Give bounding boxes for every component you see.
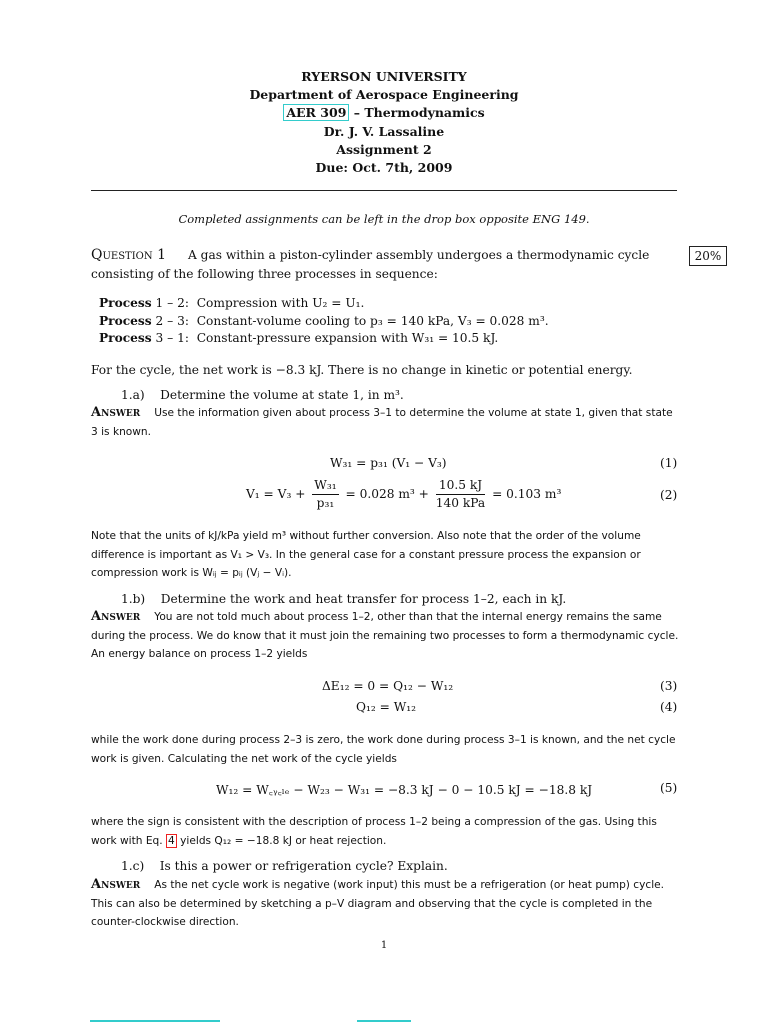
assignment-title: Assignment 2 — [336, 141, 432, 157]
cycle-statement: For the cycle, the net work is −8.3 kJ. There is no change in kinetic or potential energy. — [91, 363, 633, 377]
eq2-rhs: = 0.103 m³ — [492, 487, 562, 501]
part-text: Determine the volume at state 1, in m³. — [160, 388, 404, 402]
part-c-prompt — [121, 859, 448, 873]
part-a-prompt — [121, 388, 404, 402]
process-range: 3 – 1: — [151, 331, 189, 345]
question-weight-box: 20% — [689, 246, 727, 266]
equation-4-number: (4) — [660, 700, 678, 714]
instructor-name: Dr. J. V. Lassaline — [323, 123, 445, 139]
answer-a-note: Note that the units of kJ/kPa yield m³ without further conversion. Also note that the order of the volume difference is important as V₁ > V₃. In the general case for a constant pressure process the expansion or compression work is Wᵢⱼ = pᵢⱼ (Vⱼ − Vᵢ). — [91, 530, 641, 580]
equation-3: ΔE₁₂ = 0 = Q₁₂ − W₁₂ — [322, 679, 454, 693]
part-id: 1.b) — [121, 592, 146, 606]
answer-label: Answer — [91, 609, 141, 624]
answer-text: You are not told much about process 1–2, other than that the internal energy remains the same during the process. We do know that it must join the remaining two processes to form a thermodynamic cycle. An energy balance on process 1–2 yields — [91, 611, 679, 661]
process-label: Process — [99, 296, 152, 310]
eq2-frac2-num: 10.5 kJ — [436, 477, 485, 495]
process-1-2 — [99, 296, 364, 310]
course-code-link[interactable]: AER 309 — [283, 104, 349, 121]
part-text: Determine the work and heat transfer for process 1–2, each in kJ. — [160, 592, 567, 606]
process-desc: Constant-volume cooling to p₃ = 140 kPa, V₃ = 0.028 m³. — [196, 314, 549, 328]
answer-text: where the sign is consistent with the description of process 1–2 being a compression of the gas. Using this work with Eq. — [91, 816, 657, 847]
document-header — [0, 68, 768, 177]
due-date: Due: Oct. 7th, 2009 — [315, 160, 453, 176]
equation-3-number: (3) — [660, 679, 678, 693]
eq2-mid: = 0.028 m³ + — [345, 487, 429, 501]
answer-text-2: yields Q₁₂ = −18.8 kJ or heat rejection. — [180, 834, 387, 847]
equation-2-number: (2) — [660, 488, 678, 502]
equation-4: Q₁₂ = W₁₂ — [356, 700, 417, 714]
submission-note: Completed assignments can be left in the drop box opposite ENG 149. — [178, 212, 590, 226]
part-text: Is this a power or refrigeration cycle? Explain. — [159, 859, 448, 873]
answer-label: Answer — [91, 405, 141, 420]
equation-5-number: (5) — [660, 781, 678, 795]
equation-5: W₁₂ = W꜀ᵧ꜀ₗₑ − W₂₃ − W₃₁ = −8.3 kJ − 0 − 10.5 kJ = −18.8 kJ — [216, 783, 593, 797]
answer-text: As the net cycle work is negative (work input) this must be a refrigeration (or heat pump) cycle. This can also be determined by sketching a p–V diagram and observing that the cycle is completed in the counter-clockwise direction. — [91, 879, 665, 929]
answer-a-intro — [91, 404, 679, 441]
process-label: Process — [99, 314, 152, 328]
process-label: Process — [99, 331, 152, 345]
course-title: – Thermodynamics — [349, 105, 485, 121]
course-line — [0, 104, 768, 122]
equation-2 — [246, 477, 561, 512]
answer-b-mid: while the work done during process 2–3 is zero, the work done during process 3–1 is known, and the net cycle work is given. Calculating the net work of the cycle yields — [91, 734, 676, 765]
eq2-fraction-2 — [436, 477, 485, 512]
answer-c — [91, 876, 679, 932]
process-2-3 — [99, 314, 549, 328]
answer-b-intro — [91, 608, 679, 664]
process-desc: Compression with U₂ = U₁. — [196, 296, 365, 310]
eq2-frac1-den: p₃₁ — [316, 496, 335, 510]
equation-4-reference-link[interactable]: 4 — [168, 834, 175, 847]
footer-link-center[interactable] — [357, 1020, 411, 1022]
eq2-frac2-den: 140 kPa — [435, 496, 486, 510]
question-1 — [91, 246, 681, 284]
header-divider — [91, 190, 677, 191]
eq2-frac1-num: W₃₁ — [312, 477, 338, 495]
part-id: 1.a) — [121, 388, 145, 402]
question-text: A gas within a piston-cylinder assembly undergoes a thermodynamic cycle consisting of the following three processes in sequence: — [91, 248, 650, 281]
equation-1-number: (1) — [660, 456, 678, 470]
page-number: 1 — [380, 940, 388, 951]
answer-b-end — [91, 813, 679, 850]
part-id: 1.c) — [121, 859, 145, 873]
eq2-fraction-1 — [312, 477, 338, 512]
university-name: RYERSON UNIVERSITY — [301, 69, 467, 84]
equation-1: W₃₁ = p₃₁ (V₁ − V₃) — [330, 456, 447, 470]
answer-label: Answer — [91, 877, 141, 892]
answer-text: Use the information given about process 3–1 to determine the volume at state 1, given that state 3 is known. — [91, 407, 673, 438]
eq2-lhs: V₁ = V₃ + — [246, 487, 306, 501]
process-3-1 — [99, 331, 498, 345]
process-range: 1 – 2: — [151, 296, 189, 310]
process-desc: Constant-pressure expansion with W₃₁ = 10.5 kJ. — [196, 331, 499, 345]
question-title: Question 1 — [91, 247, 166, 263]
process-range: 2 – 3: — [151, 314, 189, 328]
footer-link-left[interactable] — [90, 1020, 220, 1022]
part-b-prompt — [121, 592, 566, 606]
department-name: Department of Aerospace Engineering — [249, 87, 519, 103]
